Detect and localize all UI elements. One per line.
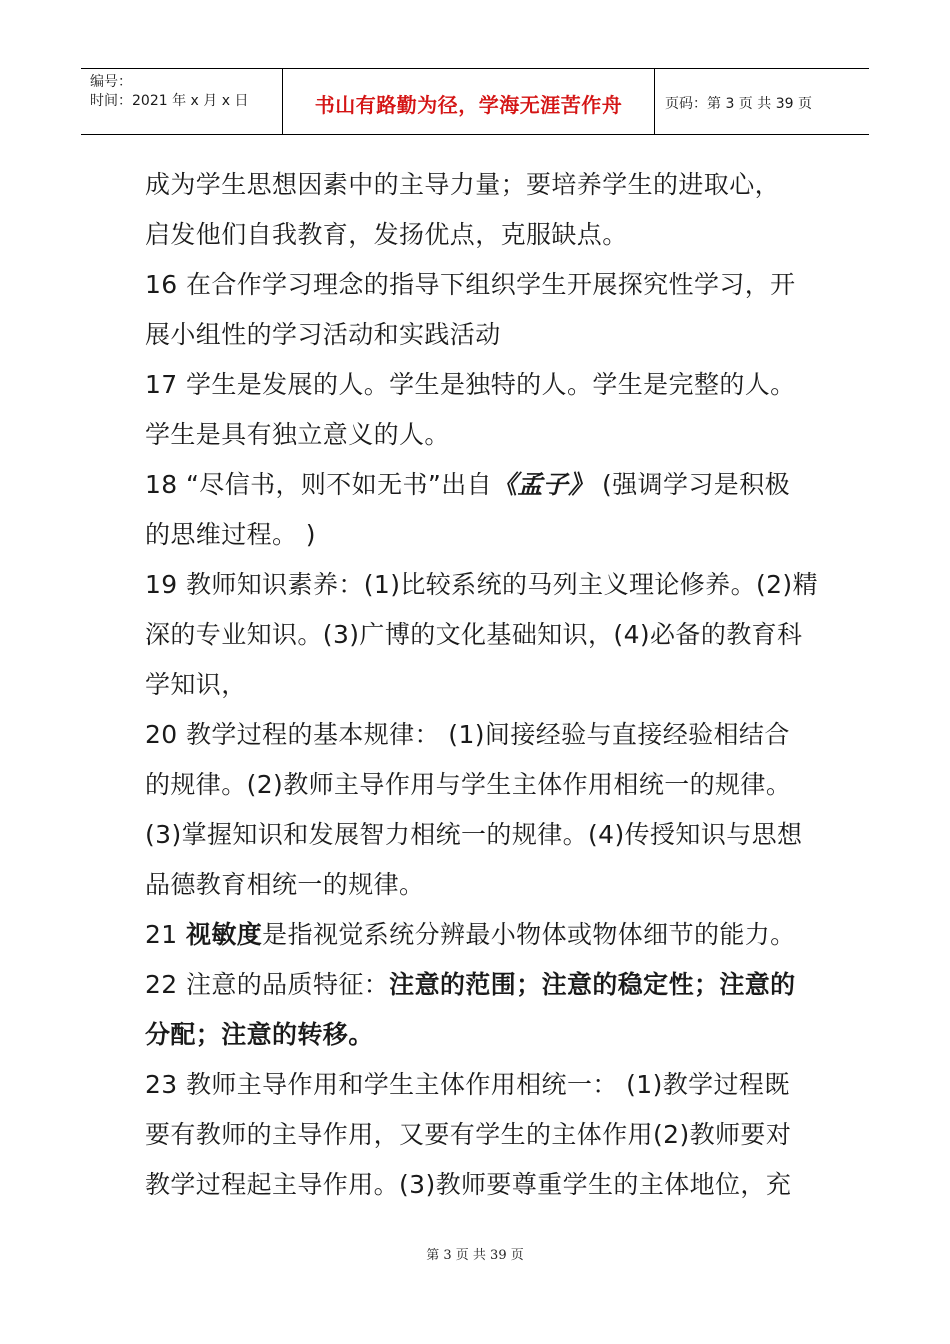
page-footer: 第 3 页 共 39 页 [426,1248,524,1263]
text-line [145,960,810,1010]
text-segment: 的规律。(2)教师主导作用与学生主体作用相统一的规律。 [145,770,792,799]
header-meta-cell [81,69,283,134]
text-segment: 16 在合作学习理念的指导下组织学生开展探究性学习，开 [145,270,796,299]
text-line [145,560,818,610]
header-page-cell [655,69,869,134]
text-segment: 23 教师主导作用和学生主体作用相统一： (1)教学过程既 [145,1070,790,1099]
text-line [145,1110,810,1160]
text-segment: 学知识， [145,670,247,699]
text-line [145,710,810,760]
text-line [145,460,810,510]
text-segment: 18 “尽信书，则不如无书”出自 [145,470,493,499]
text-segment: 的思维过程。 ) [145,520,316,549]
text-segment: 19 教师知识素养：(1)比较系统的马列主义理论修养。(2)精 [145,570,818,599]
text-line [145,360,810,410]
page-info: 页码：第 3 页 共 39 页 [665,96,812,112]
text-line [145,310,810,360]
text-line [145,510,810,560]
page-header [81,68,869,135]
text-line [145,910,810,960]
motto-text: 书山有路勤为径，学海无涯苦作舟 [314,92,623,117]
text-line [145,610,810,660]
text-line [145,860,810,910]
text-line [145,810,810,860]
text-segment: 要有教师的主导作用，又要有学生的主体作用(2)教师要对 [145,1120,792,1149]
text-segment: 启发他们自我教育，发扬优点，克服缺点。 [145,220,628,249]
emphasized-text: 《孟子》 [492,470,594,499]
text-line [145,260,810,310]
text-line [145,1060,810,1110]
text-segment: 21 [145,920,186,949]
emphasized-text: 注意的范围；注意的稳定性；注意的 [389,970,796,999]
text-line [145,760,810,810]
emphasized-text: 视敏度 [185,920,263,949]
text-segment: 教学过程起主导作用。(3)教师要尊重学生的主体地位，充 [145,1170,792,1199]
text-line [145,410,810,460]
number-label: 编号： [90,74,132,90]
text-line [145,1160,810,1210]
text-line [145,1010,810,1060]
emphasized-text: 分配；注意的转移。 [145,1020,374,1049]
header-motto-cell [283,69,655,134]
time-label: 时间：2021 年 x 月 x 日 [90,93,249,109]
text-segment: 17 学生是发展的人。学生是独特的人。学生是完整的人。 [145,370,796,399]
text-segment: 展小组性的学习活动和实践活动 [145,320,501,349]
text-segment: 22 注意的品质特征： [145,970,390,999]
text-segment: 是指视觉系统分辨最小物体或物体细节的能力。 [262,920,796,949]
text-line [145,160,810,210]
text-segment: 品德教育相统一的规律。 [145,870,425,899]
text-segment: 20 教学过程的基本规律： (1)间接经验与直接经验相结合 [145,720,790,749]
text-segment: 学生是具有独立意义的人。 [145,420,450,449]
text-segment: (强调学习是积极 [593,470,790,499]
text-line [145,210,810,260]
document-body [145,160,818,1210]
text-line [145,660,810,710]
text-segment: 深的专业知识。(3)广博的文化基础知识，(4)必备的教育科 [145,620,803,649]
text-segment: 成为学生思想因素中的主导力量；要培养学生的进取心， [145,170,781,199]
text-segment: (3)掌握知识和发展智力相统一的规律。(4)传授知识与思想 [145,820,803,849]
